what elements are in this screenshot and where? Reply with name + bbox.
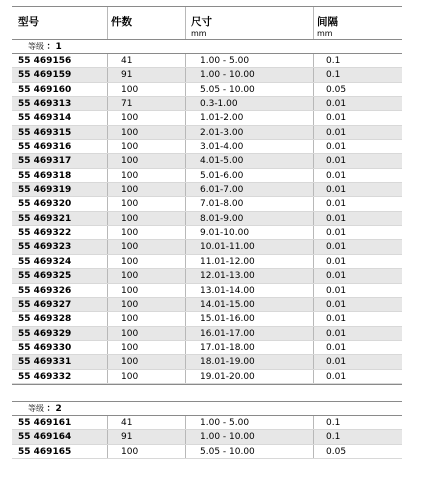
quantity-cell: 100 — [108, 255, 186, 268]
model-cell: 55 469160 — [12, 83, 108, 96]
interval-cell: 0.01 — [326, 113, 347, 124]
quantity-cell: 91 — [108, 68, 186, 81]
model-cell: 55 469318 — [12, 169, 108, 182]
size-cell: 19.01-20.00 — [186, 370, 314, 383]
table-row — [12, 298, 402, 312]
size-cell: 6.01-7.00 — [186, 183, 314, 196]
product-spec-table — [12, 6, 402, 459]
interval-cell: 0.01 — [326, 328, 347, 339]
model-cell: 55 469314 — [12, 111, 108, 124]
header-model — [12, 7, 108, 39]
size-cell: 5.05 - 10.00 — [186, 83, 314, 96]
size-cell: 16.01-17.00 — [186, 327, 314, 340]
interval-cell: 0.1 — [326, 432, 341, 443]
header-interval-unit: mm — [317, 29, 333, 38]
size-cell: 8.01-9.00 — [186, 212, 314, 225]
size-cell: 2.01-3.00 — [186, 126, 314, 139]
size-cell: 15.01-16.00 — [186, 312, 314, 325]
table-row — [12, 212, 402, 226]
quantity-cell: 100 — [108, 126, 186, 139]
interval-cell: 0.01 — [326, 299, 347, 310]
interval-cell: 0.01 — [326, 156, 347, 167]
model-cell: 55 469319 — [12, 183, 108, 196]
header-quantity — [108, 7, 186, 39]
header-size — [186, 7, 314, 39]
model-cell: 55 469328 — [12, 312, 108, 325]
interval-cell: 0.05 — [326, 446, 347, 457]
interval-cell: 0.01 — [326, 342, 347, 353]
quantity-cell: 100 — [108, 355, 186, 368]
quantity-cell: 100 — [108, 212, 186, 225]
table-row — [12, 327, 402, 341]
group-2-rows — [12, 416, 402, 459]
interval-cell: 0.01 — [326, 127, 347, 138]
quantity-cell: 100 — [108, 341, 186, 354]
group-1-rows — [12, 54, 402, 384]
size-cell: 14.01-15.00 — [186, 298, 314, 311]
quantity-cell: 100 — [108, 154, 186, 167]
group-1-heading — [12, 40, 402, 54]
interval-cell: 0.01 — [326, 170, 347, 181]
size-cell: 1.00 - 10.00 — [186, 68, 314, 81]
interval-cell: 0.01 — [326, 142, 347, 153]
interval-cell: 0.01 — [326, 314, 347, 325]
size-cell: 1.00 - 10.00 — [186, 430, 314, 443]
size-cell: 3.01-4.00 — [186, 140, 314, 153]
table-row — [12, 140, 402, 154]
table-row — [12, 445, 402, 459]
interval-cell: 0.1 — [326, 70, 341, 81]
table-row — [12, 169, 402, 183]
quantity-cell: 41 — [108, 416, 186, 429]
model-cell: 55 469156 — [12, 54, 108, 67]
table-row — [12, 111, 402, 125]
model-cell: 55 469164 — [12, 430, 108, 443]
model-cell: 55 469317 — [12, 154, 108, 167]
size-cell: 12.01-13.00 — [186, 269, 314, 282]
quantity-cell: 100 — [108, 83, 186, 96]
quantity-cell: 71 — [108, 97, 186, 110]
interval-cell: 0.05 — [326, 84, 347, 95]
interval-cell: 0.01 — [326, 242, 347, 253]
quantity-cell: 100 — [108, 445, 186, 458]
interval-cell: 0.01 — [326, 285, 347, 296]
quantity-cell: 91 — [108, 430, 186, 443]
size-cell: 5.01-6.00 — [186, 169, 314, 182]
interval-cell: 0.01 — [326, 199, 347, 210]
table-row — [12, 430, 402, 444]
quantity-cell: 100 — [108, 111, 186, 124]
table-header — [12, 7, 402, 40]
quantity-cell: 100 — [108, 197, 186, 210]
quantity-cell: 100 — [108, 183, 186, 196]
group-1-value: ：1 — [46, 42, 62, 52]
header-quantity-label: 件数 — [111, 16, 132, 28]
group-separator — [12, 384, 402, 402]
model-cell: 55 469330 — [12, 341, 108, 354]
size-cell: 1.00 - 5.00 — [186, 54, 314, 67]
interval-cell: 0.1 — [326, 417, 341, 428]
table-row — [12, 83, 402, 97]
table-row — [12, 416, 402, 430]
model-cell: 55 469325 — [12, 269, 108, 282]
table-row — [12, 197, 402, 211]
header-interval-label: 间隔 — [317, 16, 338, 28]
quantity-cell: 100 — [108, 269, 186, 282]
quantity-cell: 100 — [108, 226, 186, 239]
model-cell: 55 469320 — [12, 197, 108, 210]
quantity-cell: 100 — [108, 169, 186, 182]
group-2-label: 等级 — [28, 403, 44, 413]
table-row — [12, 154, 402, 168]
size-cell: 5.05 - 10.00 — [186, 445, 314, 458]
model-cell: 55 469323 — [12, 240, 108, 253]
size-cell: 13.01-14.00 — [186, 284, 314, 297]
model-cell: 55 469326 — [12, 284, 108, 297]
table-row — [12, 269, 402, 283]
quantity-cell: 100 — [108, 284, 186, 297]
group-2-value: ：2 — [46, 403, 62, 414]
table-row — [12, 240, 402, 254]
model-cell: 55 469327 — [12, 298, 108, 311]
quantity-cell: 100 — [108, 140, 186, 153]
interval-cell: 0.01 — [326, 99, 347, 110]
model-cell: 55 469313 — [12, 97, 108, 110]
model-cell: 55 469315 — [12, 126, 108, 139]
model-cell: 55 469165 — [12, 445, 108, 458]
interval-cell: 0.01 — [326, 357, 347, 368]
header-size-label: 尺寸 — [191, 16, 212, 28]
size-cell: 1.00 - 5.00 — [186, 416, 314, 429]
size-cell: 7.01-8.00 — [186, 197, 314, 210]
group-2-heading — [12, 402, 402, 416]
model-cell: 55 469324 — [12, 255, 108, 268]
size-cell: 17.01-18.00 — [186, 341, 314, 354]
model-cell: 55 469321 — [12, 212, 108, 225]
header-interval — [314, 7, 402, 39]
interval-cell: 0.01 — [326, 371, 347, 382]
group-1-label: 等级 — [28, 42, 44, 51]
model-cell: 55 469316 — [12, 140, 108, 153]
table-row — [12, 312, 402, 326]
table-row — [12, 54, 402, 68]
interval-cell: 0.01 — [326, 213, 347, 224]
model-cell: 55 469329 — [12, 327, 108, 340]
table-row — [12, 355, 402, 369]
table-row — [12, 284, 402, 298]
interval-cell: 0.01 — [326, 185, 347, 196]
size-cell: 9.01-10.00 — [186, 226, 314, 239]
size-cell: 0.3-1.00 — [186, 97, 314, 110]
size-cell: 10.01-11.00 — [186, 240, 314, 253]
interval-cell: 0.1 — [326, 56, 341, 66]
table-row — [12, 126, 402, 140]
model-cell: 55 469331 — [12, 355, 108, 368]
table-row — [12, 183, 402, 197]
table-row — [12, 68, 402, 82]
size-cell: 1.01-2.00 — [186, 111, 314, 124]
quantity-cell: 41 — [108, 54, 186, 67]
table-row — [12, 226, 402, 240]
quantity-cell: 100 — [108, 298, 186, 311]
quantity-cell: 100 — [108, 370, 186, 383]
interval-cell: 0.01 — [326, 256, 347, 267]
model-cell: 55 469322 — [12, 226, 108, 239]
quantity-cell: 100 — [108, 312, 186, 325]
quantity-cell: 100 — [108, 240, 186, 253]
size-cell: 4.01-5.00 — [186, 154, 314, 167]
table-row — [12, 341, 402, 355]
quantity-cell: 100 — [108, 327, 186, 340]
interval-cell: 0.01 — [326, 228, 347, 239]
table-row — [12, 255, 402, 269]
header-size-unit: mm — [191, 29, 207, 38]
header-model-label: 型号 — [18, 16, 39, 28]
model-cell: 55 469332 — [12, 370, 108, 383]
interval-cell: 0.01 — [326, 271, 347, 282]
size-cell: 11.01-12.00 — [186, 255, 314, 268]
table-row — [12, 370, 402, 384]
model-cell: 55 469161 — [12, 416, 108, 429]
model-cell: 55 469159 — [12, 68, 108, 81]
size-cell: 18.01-19.00 — [186, 355, 314, 368]
table-row — [12, 97, 402, 111]
